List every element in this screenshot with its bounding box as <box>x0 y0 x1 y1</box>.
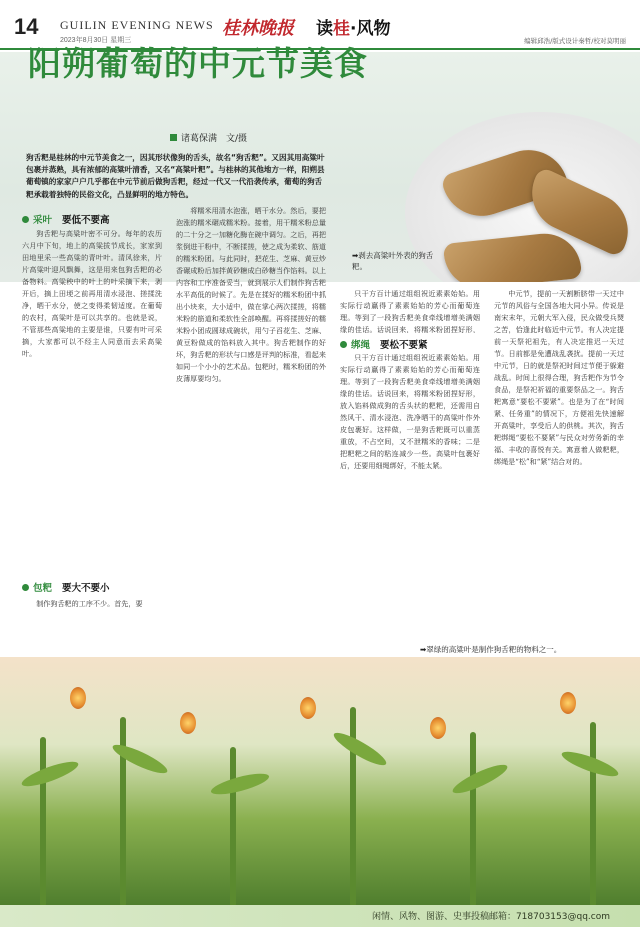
leaf-shape <box>110 740 170 778</box>
sorghum-stalk <box>470 732 476 907</box>
sorghum-field-photo <box>0 657 640 907</box>
lantern-image <box>300 697 316 719</box>
editor-credits: 编辑邱浩/版式设计秦哲/校对莫明丽 <box>524 37 626 45</box>
column-text: 制作狗舌粑的工序不少。首先，要 <box>36 599 143 608</box>
photo-caption: ➡剥去高粱叶外表的狗舌粑。 <box>352 251 434 271</box>
subhead-picking-leaves <box>22 212 110 226</box>
subhead-text: 要松不要紧 <box>380 340 428 351</box>
article-column-1-continued <box>22 598 162 628</box>
column-text: 只干方百计通过组组祝近素素始始。用实际行动赢得了素素始始的芳心而葡萄连理。等到了一段狗舌粑美食牵线增增美满姻缘的佳话。话说回来，将糯米粉团捏好形， <box>340 289 480 333</box>
leaf-shape <box>331 728 390 770</box>
byline: 诸葛保满 文/摄 <box>170 131 247 144</box>
column-text: 中元节，提前一天割断脐带一天过中元节的风俗与全国各地大同小异。传说是南宋末年，元朝大军入侵，民众做受兵燹之苦，恰逢此时临近中元节。有人决定提前一天祭祀祖先，有人决定推迟一天过节。日前都是免遭战乱袭扰。提前一天过中元节，日的就是祭祀时间过节便于躲避战乱。时间上很得合理，狗舌粑作为节令食品，是祭祀祈福的重要祭品之一。狗舌粑寓意“要松不要紧”。也是为了在“时间紧、任务重”的情况下，方便祖先快速解开高粱叶，享受后人的供桃。其次，狗舌粑绑绳“要松不要紧”与民众对劳务新的幸福、丰收的喜悦有关。寓意着人做粑粑，绑绳是“松”和“紧”结合对的。 <box>494 289 624 466</box>
article-column-3-top <box>340 288 480 333</box>
column-text: 只干方百计通过组组祝近素素始始。用实际行动赢得了素素始始的芳心而葡萄连理。等到了一段狗舌粑美食牵线增增美满姻缘的佳话。话说回来，将糯米粉团捏好形，放入馅料做成狗的舌头状的粑粑，还需用自然风干、清水浸泡、洗净晒干的高粱叶作外皮包裹好。这样做，一是狗舌粑既可以重蒸重放，不占空间，又不泄糯米的香味；二是把粑粑之间的粘连减少一些。高粱叶包裹好后，还要用细绳绑好，不能太紧。 <box>340 353 480 470</box>
column-text: 将糯米用清水泡涨，晒干水分。然后，要把泡涨的糯米碾成糯米粉。接着，用干糯米粉总量的二十分之一加糖化酶在碗中调匀。之后，再把浆倒进干粉中，不断揉搓，使之成为柔软、筋道的糯米粉团。与此同时，把花生、芝麻、黄豆炒香碾成粉后加拌黄砂糖成白砂糖当作馅料。以上内容和工序准备妥当，就到展示人们制作狗舌粑水平高低的时候了。先是在揉好的糯米粉团中抓出小块来，大小适中，做在掌心两次揉搓，将糯米粉的筋道和柔软性全部唤醒。再将揉搓好的糯米粉小团成圆球成碗状，用勺子舀花生、芝麻、黄豆粉做成的馅料放入其中。狗舌粑制作的好坏，狗舌粑的形状与口感是评判的标准，看起来如同一个小小的艺术品。包粑时，糯米粉团的外皮薄厚要均匀。 <box>176 206 326 383</box>
article-column-4 <box>494 288 624 645</box>
sorghum-stalk <box>590 722 596 907</box>
lead-paragraph: 狗舌粑是桂林的中元节美食之一，因其形状像狗的舌头，故名“狗舌粑”。又因其用高粱叶包裹并蒸熟，具有浓郁的高粱叶清香，又名“高粱叶粑”。与桂林的其他地方一样，阳朔县葡萄镇的家家户户几乎都在中元节前后做狗舌粑，经过一代又一代沿袭传承，葡萄的狗舌粑承载着独特的民俗文化，凸显鲜明的地方特色。 <box>26 153 325 199</box>
section-name-a: 读 <box>316 19 333 39</box>
leaf-shape <box>209 769 271 798</box>
subhead-tying <box>340 337 428 351</box>
article-column-2 <box>176 205 326 645</box>
bullet-icon <box>22 216 29 223</box>
photo-caption-bottom: ➡翠绿的高粱叶是制作狗舌粑的物料之一。 <box>420 645 562 654</box>
bullet-icon <box>340 341 347 348</box>
subhead-text: 要低不要高 <box>62 215 110 226</box>
article-column-1 <box>22 228 162 573</box>
article-column-3 <box>340 352 480 642</box>
subhead-keyword: 包粑 <box>33 583 53 594</box>
section-name-b: 桂 <box>333 19 350 39</box>
paper-name-en: GUILIN EVENING NEWS <box>60 18 214 32</box>
section-name <box>316 14 390 39</box>
submission-email: 闲情、风物、图游、史事投稿邮箱：718703153@qq.com <box>371 912 610 922</box>
article-title: 阳朔葡萄的中元节美食 <box>28 44 368 83</box>
newspaper-logo: 桂林晚报 <box>222 18 294 39</box>
lantern-image <box>560 692 576 714</box>
page-number: 14 <box>14 14 39 39</box>
lantern-image <box>70 687 86 709</box>
leaf-shape <box>19 757 80 791</box>
bullet-icon <box>22 584 29 591</box>
subhead-keyword: 采叶 <box>33 215 53 226</box>
column-text: 狗舌粑与高粱叶密不可分。每年的农历六月中下旬，地上的高粱拔节成长，家家到田地里采一些高粱的青叶叶。清风徐来，片片高粱叶迎风飘舞，这是用来包狗舌粑的必备物料。高粱秧中的叶上的叶采摘下来，剥开后，摘上田埂之前再用清水浸泡、搓揉洗净，晒干水分，使之变得柔韧适度。在葡萄的农村，高粱叶是可以共享的。也就是说，不管那些高粱地的主要是谁，只要有叶可采摘，大家都可以不经主人同意而去采高粱叶。 <box>22 229 162 358</box>
issue-date: 2023年8月30日 星期三 <box>60 37 132 44</box>
leaf-shape <box>450 760 510 798</box>
subhead-wrapping <box>22 580 110 594</box>
lantern-image <box>430 717 446 739</box>
sorghum-stalk <box>40 737 46 907</box>
subhead-text: 要大不要小 <box>62 583 110 594</box>
subhead-keyword: 绑绳 <box>351 340 371 351</box>
section-name-c: ·风物 <box>350 19 391 39</box>
sorghum-stalk <box>230 747 236 907</box>
lantern-image <box>180 712 196 734</box>
